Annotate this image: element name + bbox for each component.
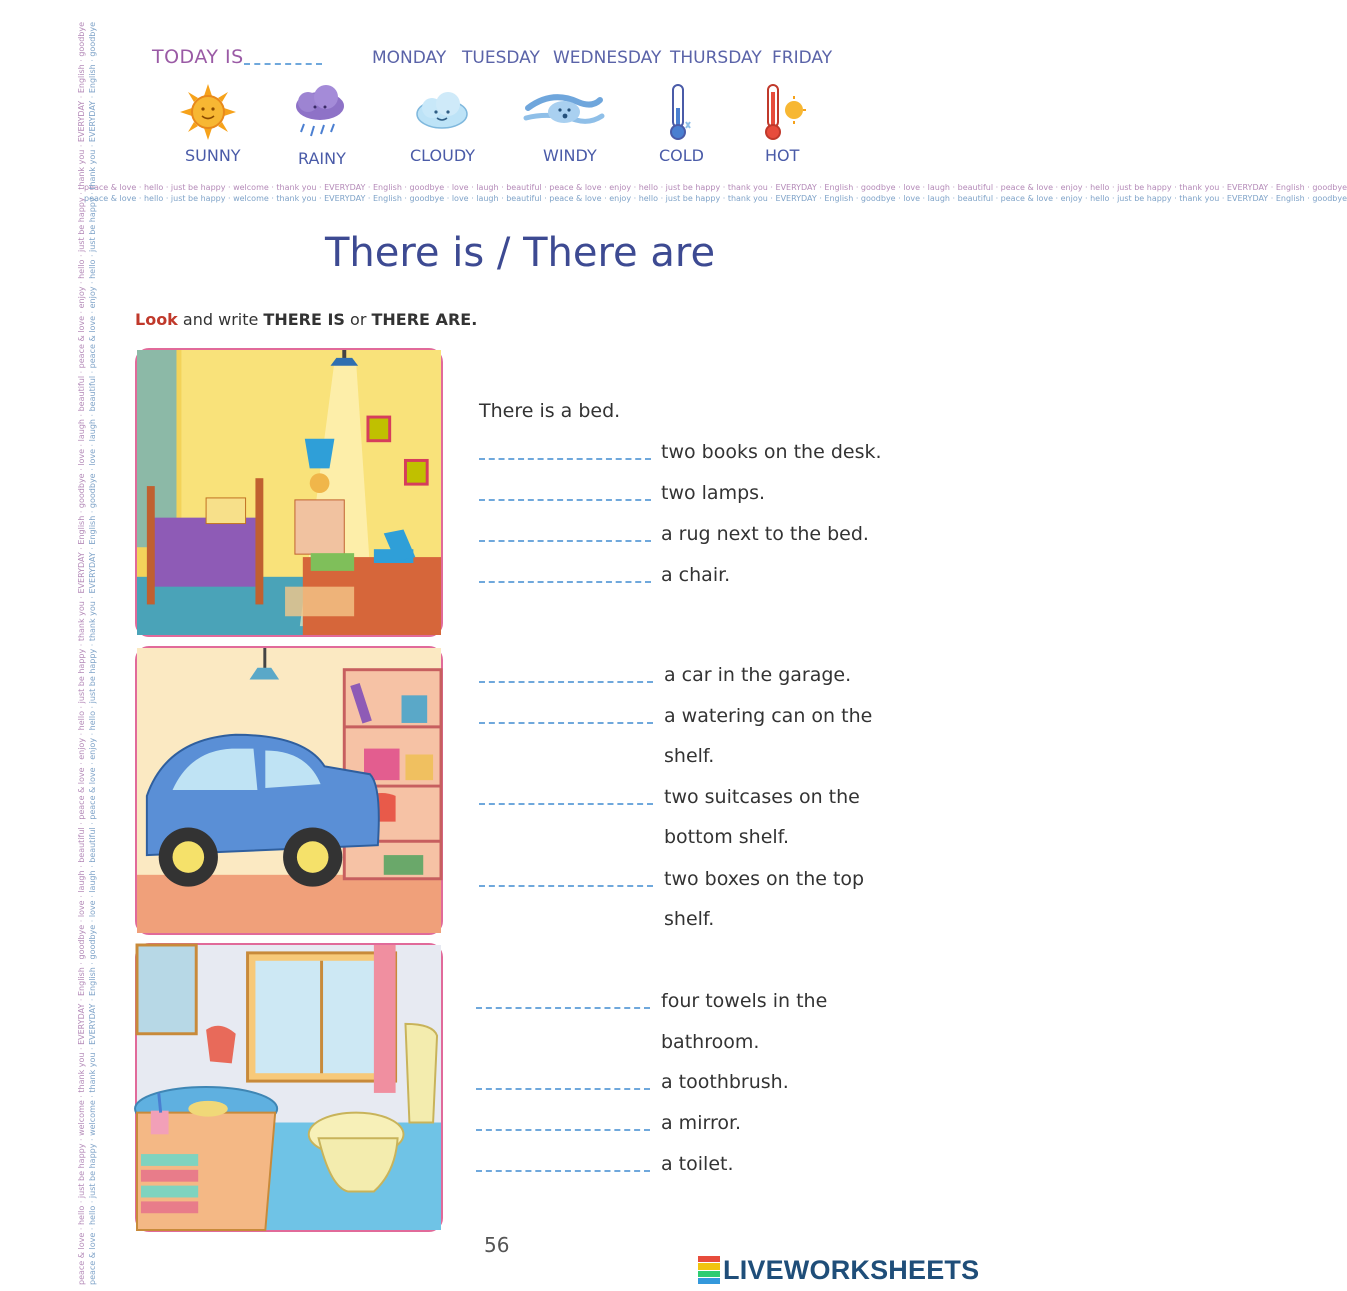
- garage-answer-blank-3[interactable]: [479, 803, 653, 805]
- bathroom-item-4: a toilet.: [661, 1153, 734, 1175]
- bedroom-picture: [135, 348, 443, 637]
- weather-label-hot: HOT: [765, 146, 800, 165]
- page-number: 56: [484, 1233, 510, 1257]
- today-is-label: TODAY IS: [152, 46, 244, 68]
- bathroom-answer-blank-1[interactable]: [476, 1007, 650, 1009]
- bedroom-answer-blank-2[interactable]: [479, 499, 651, 501]
- weather-label-windy: WINDY: [543, 146, 597, 165]
- rain-cloud-icon: [290, 82, 350, 142]
- bedroom-answer-blank-3[interactable]: [479, 540, 651, 542]
- garage-picture: [135, 646, 443, 935]
- liveworksheets-logo-icon: [698, 1256, 720, 1284]
- decor-strip-text-v: peace & love · hello · just be happy · welcome · thank you · EVERYDAY · English · goodbye · love · laugh · beautiful · peace & love · enjoy · hello · just be happy · thank you · EVERYDAY · English · goodbye · love · laugh · beautiful · peace & love · enjoy · hello · just be happy · thank you · EVERYDAY · English · goodbye: [77, 21, 86, 1285]
- today-answer-blank[interactable]: [244, 63, 322, 65]
- garage-answer-blank-2[interactable]: [479, 722, 653, 724]
- day-wednesday: WEDNESDAY: [553, 48, 662, 68]
- weather-label-cold: COLD: [659, 146, 704, 165]
- cloud-icon: [412, 82, 472, 142]
- garage-item-3-line-1: two suitcases on the: [664, 786, 860, 808]
- bathroom-answer-blank-3[interactable]: [476, 1129, 650, 1131]
- instruction-option-there-are: THERE ARE.: [371, 310, 478, 329]
- weather-label-cloudy: CLOUDY: [410, 146, 476, 165]
- instruction-middle: and write: [177, 310, 264, 329]
- garage-item-1: a car in the garage.: [664, 664, 852, 686]
- day-friday: FRIDAY: [772, 48, 833, 68]
- instruction-option-there-is: THERE IS: [263, 310, 345, 329]
- bedroom-item-3: a rug next to the bed.: [661, 523, 869, 545]
- decorative-word-strip-top: [84, 182, 1347, 204]
- bedroom-example-sentence: There is a bed.: [479, 400, 621, 422]
- bedroom-answer-blank-1[interactable]: [479, 458, 651, 460]
- bedroom-item-1: two books on the desk.: [661, 441, 882, 463]
- bathroom-answer-blank-4[interactable]: [476, 1170, 650, 1172]
- instruction: [135, 310, 477, 329]
- instruction-or: or: [344, 310, 372, 329]
- instruction-look: Look: [135, 310, 178, 329]
- hot-thermometer-icon: [762, 82, 808, 142]
- day-monday: MONDAY: [372, 48, 447, 68]
- bedroom-item-4: a chair.: [661, 564, 731, 586]
- bedroom-answer-blank-4[interactable]: [479, 581, 651, 583]
- decor-strip-text-v2: peace & love · hello · just be happy · welcome · thank you · EVERYDAY · English · goodbye · love · laugh · beautiful · peace & love · enjoy · hello · just be happy · thank you · EVERYDAY · English · goodbye · love · laugh · beautiful · peace & love · enjoy · hello · just be happy · thank you · EVERYDAY · English · goodbye: [88, 21, 97, 1285]
- wind-icon: [522, 82, 606, 142]
- garage-answer-blank-4[interactable]: [479, 885, 653, 887]
- garage-item-4-line-1: two boxes on the top: [664, 868, 865, 890]
- decor-strip-text-2: peace & love · hello · just be happy · welcome · thank you · EVERYDAY · English · goodbye · love · laugh · beautiful · peace & love · enjoy · hello · just be happy · thank you · EVERYDAY · English · goodbye · love · laugh · beautiful · peace & love · enjoy · hello · just be happy · thank you · EVERYDAY · English · goodbye: [84, 194, 1347, 203]
- decor-strip-text: peace & love · hello · just be happy · welcome · thank you · EVERYDAY · English · goodbye · love · laugh · beautiful · peace & love · enjoy · hello · just be happy · thank you · EVERYDAY · English · goodbye · love · laugh · beautiful · peace & love · enjoy · hello · just be happy · thank you · EVERYDAY · English · goodbye: [84, 183, 1347, 192]
- sun-icon: [178, 82, 238, 142]
- bathroom-answer-blank-2[interactable]: [476, 1088, 650, 1090]
- bathroom-item-1-line-1: four towels in the: [661, 990, 828, 1012]
- bathroom-item-1-line-2: bathroom.: [661, 1031, 760, 1053]
- bathroom-picture: [135, 943, 443, 1232]
- garage-item-4-line-2: shelf.: [664, 908, 715, 930]
- weather-label-rainy: RAINY: [298, 149, 346, 168]
- cold-thermometer-icon: [660, 82, 700, 142]
- garage-item-2-line-2: shelf.: [664, 745, 715, 767]
- decorative-word-strip-left: [76, 21, 98, 1285]
- bathroom-item-2: a toothbrush.: [661, 1071, 789, 1093]
- bedroom-item-2: two lamps.: [661, 482, 766, 504]
- garage-item-2-line-1: a watering can on the: [664, 705, 873, 727]
- bathroom-item-3: a mirror.: [661, 1112, 742, 1134]
- liveworksheets-branding: [698, 1254, 979, 1286]
- day-thursday: THURSDAY: [670, 48, 762, 68]
- worksheet-title: There is / There are: [324, 230, 716, 276]
- garage-item-3-line-2: bottom shelf.: [664, 826, 790, 848]
- weather-label-sunny: SUNNY: [185, 146, 241, 165]
- liveworksheets-wordmark: LIVEWORKSHEETS: [723, 1254, 980, 1285]
- day-tuesday: TUESDAY: [462, 48, 540, 68]
- garage-answer-blank-1[interactable]: [479, 681, 653, 683]
